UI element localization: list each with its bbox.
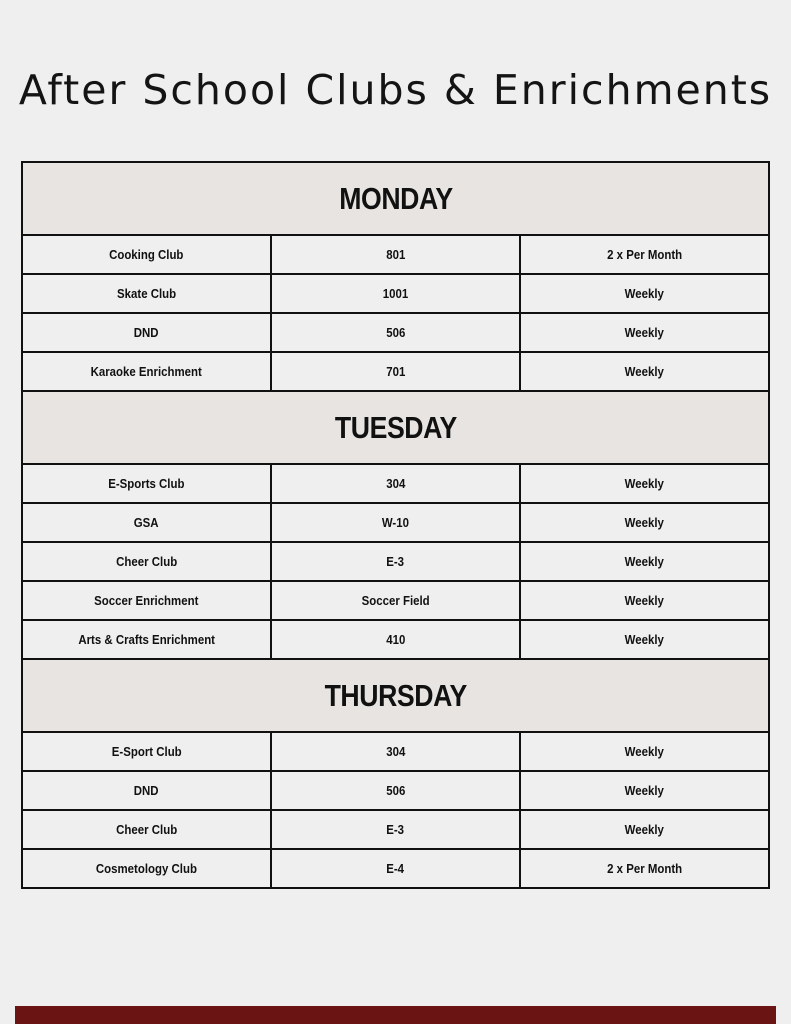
page-title: After School Clubs & Enrichments [18, 66, 773, 114]
club-room: 506 [271, 771, 520, 810]
club-name: Skate Club [22, 274, 271, 313]
club-name: DND [22, 771, 271, 810]
footer-bar [15, 1006, 776, 1024]
club-frequency: Weekly [520, 771, 769, 810]
club-name: E-Sports Club [22, 464, 271, 503]
club-name: E-Sport Club [22, 732, 271, 771]
club-name: Cheer Club [22, 542, 271, 581]
club-frequency: 2 x Per Month [520, 235, 769, 274]
club-name: Soccer Enrichment [22, 581, 271, 620]
table-row [22, 620, 769, 659]
day-header-monday [22, 162, 769, 235]
day-header-tuesday [22, 391, 769, 464]
table-row [22, 464, 769, 503]
club-frequency: Weekly [520, 503, 769, 542]
club-frequency: Weekly [520, 810, 769, 849]
club-room: E-3 [271, 810, 520, 849]
table-row [22, 732, 769, 771]
club-name: Karaoke Enrichment [22, 352, 271, 391]
day-header-thursday [22, 659, 769, 732]
club-room: 410 [271, 620, 520, 659]
club-frequency: Weekly [520, 313, 769, 352]
club-room: 506 [271, 313, 520, 352]
club-room: 701 [271, 352, 520, 391]
table-row [22, 503, 769, 542]
club-name: Cosmetology Club [22, 849, 271, 888]
club-frequency: Weekly [520, 464, 769, 503]
table-row [22, 810, 769, 849]
club-name: GSA [22, 503, 271, 542]
club-room: 1001 [271, 274, 520, 313]
club-schedule-table [21, 161, 770, 889]
table-row [22, 313, 769, 352]
club-frequency: 2 x Per Month [520, 849, 769, 888]
club-frequency: Weekly [520, 581, 769, 620]
club-frequency: Weekly [520, 274, 769, 313]
table-row [22, 235, 769, 274]
club-room: 801 [271, 235, 520, 274]
club-room: 304 [271, 464, 520, 503]
day-name: THURSDAY [22, 659, 769, 732]
club-name: Cooking Club [22, 235, 271, 274]
club-frequency: Weekly [520, 542, 769, 581]
table-row [22, 542, 769, 581]
table-row [22, 352, 769, 391]
club-name: Cheer Club [22, 810, 271, 849]
club-room: E-4 [271, 849, 520, 888]
day-name: TUESDAY [22, 391, 769, 464]
club-room: 304 [271, 732, 520, 771]
club-room: E-3 [271, 542, 520, 581]
club-name: DND [22, 313, 271, 352]
club-frequency: Weekly [520, 732, 769, 771]
club-frequency: Weekly [520, 352, 769, 391]
day-name: MONDAY [22, 162, 769, 235]
club-frequency: Weekly [520, 620, 769, 659]
table-row [22, 771, 769, 810]
table-row [22, 849, 769, 888]
table-row [22, 274, 769, 313]
club-room: Soccer Field [271, 581, 520, 620]
club-room: W-10 [271, 503, 520, 542]
table-row [22, 581, 769, 620]
club-name: Arts & Crafts Enrichment [22, 620, 271, 659]
